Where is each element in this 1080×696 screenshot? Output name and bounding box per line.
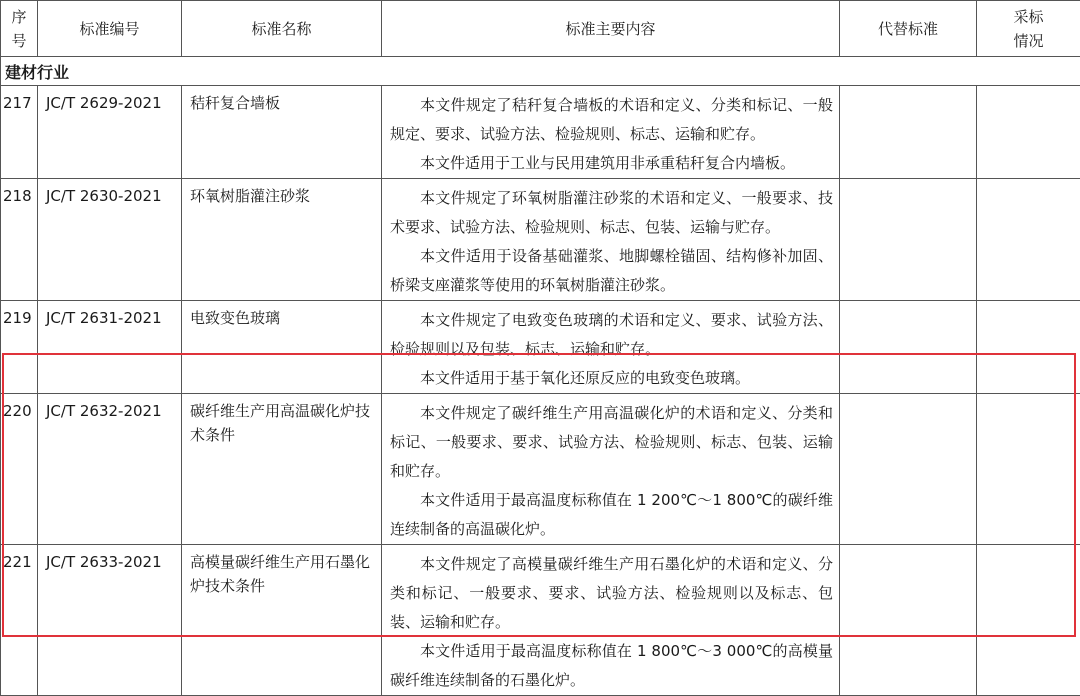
standard-name: 秸秆复合墙板	[182, 86, 382, 179]
row-number: 218	[1, 179, 38, 301]
row-number: 221	[1, 545, 38, 696]
table-row	[1, 179, 1080, 301]
header-content: 标准主要内容	[382, 1, 840, 57]
table-row	[1, 394, 1080, 545]
standard-content: 本文件规定了碳纤维生产用高温碳化炉的术语和定义、分类和标记、一般要求、要求、试验方法、检验规则、标志、包装、运输和贮存。 本文件适用于最高温度标称值在 1 200℃～1 800℃的碳纤维连续制备的高温碳化炉。	[382, 394, 840, 545]
header-code: 标准编号	[38, 1, 182, 57]
standard-code: JC/T 2632-2021	[38, 394, 182, 545]
replace-standard	[840, 86, 977, 179]
standard-code: JC/T 2631-2021	[38, 301, 182, 394]
standard-code: JC/T 2630-2021	[38, 179, 182, 301]
section-row	[1, 57, 1080, 86]
row-number: 217	[1, 86, 38, 179]
replace-standard	[840, 394, 977, 545]
standard-code: JC/T 2629-2021	[38, 86, 182, 179]
adoption-status	[977, 86, 1080, 179]
replace-standard	[840, 545, 977, 696]
header-name: 标准名称	[182, 1, 382, 57]
row-number: 220	[1, 394, 38, 545]
standard-name: 碳纤维生产用高温碳化炉技术条件	[182, 394, 382, 545]
standard-name: 高模量碳纤维生产用石墨化炉技术条件	[182, 545, 382, 696]
standard-content: 本文件规定了秸秆复合墙板的术语和定义、分类和标记、一般规定、要求、试验方法、检验规则、标志、运输和贮存。 本文件适用于工业与民用建筑用非承重秸秆复合内墙板。	[382, 86, 840, 179]
adoption-status	[977, 394, 1080, 545]
header-row	[1, 1, 1080, 57]
table-row	[1, 301, 1080, 394]
section-title: 建材行业	[1, 57, 1080, 86]
table-row	[1, 545, 1080, 696]
header-replace: 代替标准	[840, 1, 977, 57]
row-number: 219	[1, 301, 38, 394]
standard-name: 环氧树脂灌注砂浆	[182, 179, 382, 301]
header-adopt: 采标 情况	[977, 1, 1080, 57]
replace-standard	[840, 301, 977, 394]
table-row	[1, 86, 1080, 179]
standard-content: 本文件规定了高模量碳纤维生产用石墨化炉的术语和定义、分类和标记、一般要求、要求、试验方法、检验规则以及标志、包装、运输和贮存。 本文件适用于最高温度标称值在 1 800℃～3 000℃的高模量碳纤维连续制备的石墨化炉。	[382, 545, 840, 696]
standard-content: 本文件规定了电致变色玻璃的术语和定义、要求、试验方法、检验规则以及包装、标志、运输和贮存。 本文件适用于基于氧化还原反应的电致变色玻璃。	[382, 301, 840, 394]
standard-content: 本文件规定了环氧树脂灌注砂浆的术语和定义、一般要求、技术要求、试验方法、检验规则、标志、包装、运输与贮存。 本文件适用于设备基础灌浆、地脚螺栓锚固、结构修补加固、桥梁支座灌浆等使用的环氧树脂灌注砂浆。	[382, 179, 840, 301]
replace-standard	[840, 179, 977, 301]
standard-name: 电致变色玻璃	[182, 301, 382, 394]
adoption-status	[977, 545, 1080, 696]
adoption-status	[977, 179, 1080, 301]
standard-code: JC/T 2633-2021	[38, 545, 182, 696]
header-seq: 序 号	[1, 1, 38, 57]
adoption-status	[977, 301, 1080, 394]
